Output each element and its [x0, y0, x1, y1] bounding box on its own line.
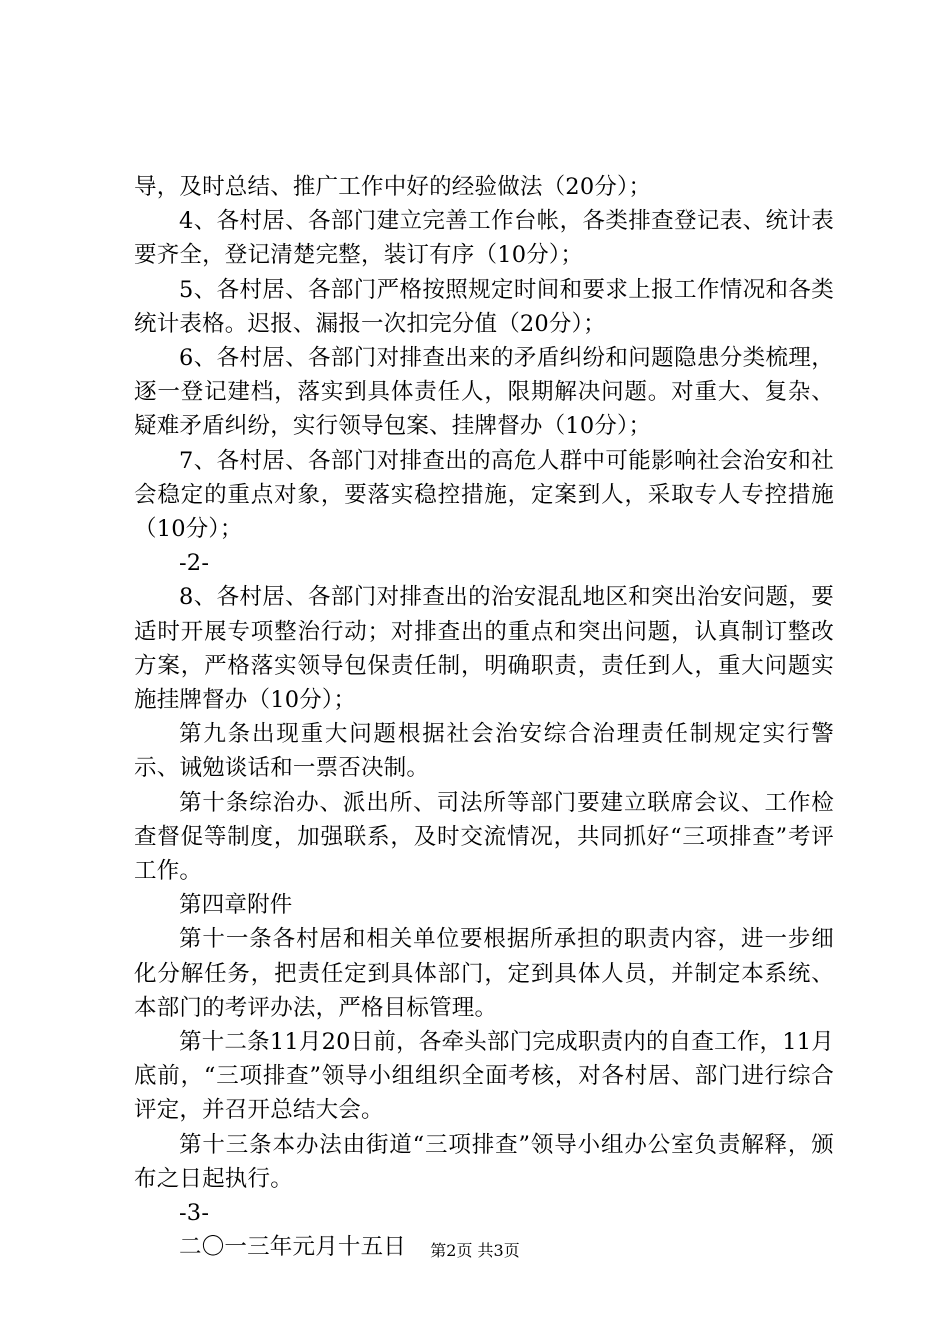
paragraph-item-4: 4、各村居、各部门建立完善工作台帐，各类排查登记表、统计表要齐全，登记清楚完整，装订有序（10分）；	[134, 208, 834, 269]
page-marker-3: -3-	[179, 1200, 210, 1227]
page-marker-2: -2-	[179, 550, 210, 577]
paragraph-item-6: 6、各村居、各部门对排查出来的矛盾纠纷和问题隐患分类梳理，逐一登记建档，落实到具体责任人，限期解决问题。对重大、复杂、疑难矛盾纠纷，实行领导包案、挂牌督办（10分）；	[134, 345, 834, 440]
paragraph-continuation: 导，及时总结、推广工作中好的经验做法（20分）；	[134, 174, 652, 200]
article-11: 第十一条各村居和相关单位要根据所承担的职责内容，进一步细化分解任务，把责任定到具体部门，定到具体人员，并制定本系统、本部门的考评办法，严格目标管理。	[134, 926, 834, 1021]
paragraph-item-8: 8、各村居、各部门对排查出的治安混乱地区和突出治安问题，要适时开展专项整治行动；对排查出的重点和突出问题，认真制订整改方案，严格落实领导包保责任制，明确职责，责任到人，重大问题实施挂牌督办（10分）；	[134, 584, 834, 714]
article-10: 第十条综治办、派出所、司法所等部门要建立联席会议、工作检查督促等制度，加强联系，及时交流情况，共同抓好“三项排查”考评工作。	[134, 789, 834, 885]
chapter-4-heading: 第四章附件	[179, 892, 293, 919]
article-13: 第十三条本办法由街道“三项排查”领导小组办公室负责解释，颁布之日起执行。	[134, 1131, 834, 1192]
paragraph-item-7: 7、各村居、各部门对排查出的高危人群中可能影响社会治安和社会稳定的重点对象，要落实稳控措施，定案到人，采取专人专控措施（10分）；	[134, 447, 834, 543]
paragraph-item-5: 5、各村居、各部门严格按照规定时间和要求上报工作情况和各类统计表格。迟报、漏报一次扣完分值（20分）；	[134, 276, 834, 337]
page-number-label: 第2页 共3页	[430, 1241, 520, 1260]
document-date: 二〇一三年元月十五日	[179, 1234, 407, 1261]
article-12: 第十二条11月20日前，各牵头部门完成职责内的自查工作，11月底前，“三项排查”领导小组组织全面考核，对各村居、部门进行综合评定，并召开总结大会。	[134, 1029, 834, 1124]
page-footer	[0, 1241, 950, 1261]
document-body	[134, 170, 834, 1265]
article-9: 第九条出现重大问题根据社会治安综合治理责任制规定实行警示、诫勉谈话和一票否决制。	[134, 721, 834, 782]
